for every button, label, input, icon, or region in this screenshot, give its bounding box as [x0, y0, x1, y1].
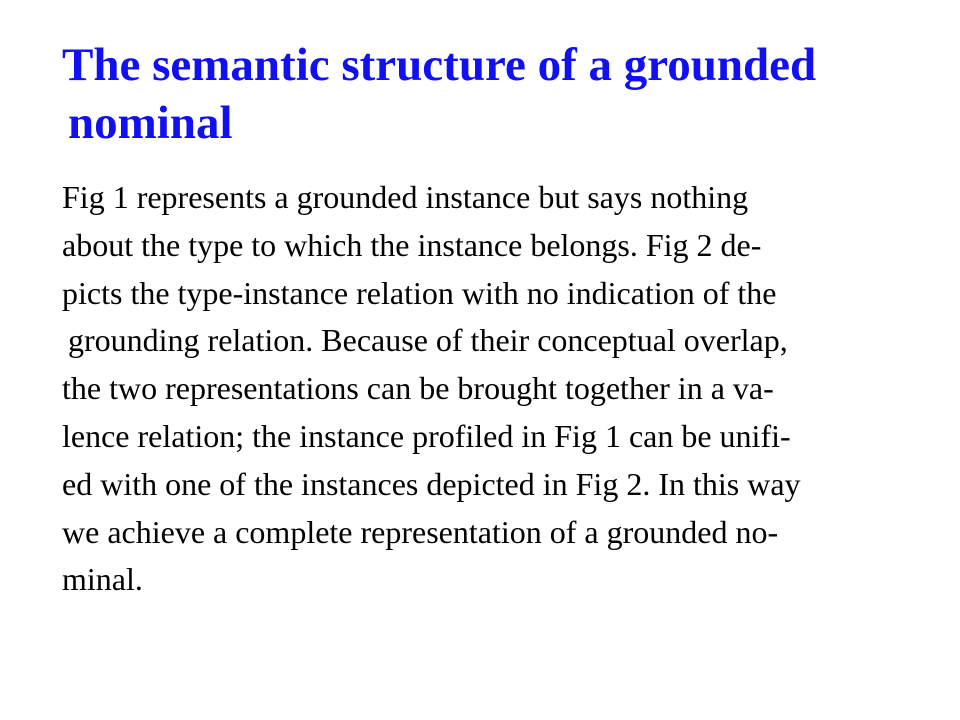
body-line-3: picts the type-instance relation with no indication of the	[62, 274, 777, 311]
title-line-1: The semantic structure of a grounded	[62, 39, 817, 91]
slide-title	[62, 36, 942, 152]
body-line-8: we achieve a complete representation of a grounded no-	[62, 513, 779, 550]
body-line-7: ed with one of the instances depicted in Fig 2. In this way	[62, 465, 801, 502]
title-line-2: nominal	[68, 97, 233, 149]
body-line-5: the two representations can be brought together in a va-	[62, 370, 774, 407]
body-line-6: lence relation; the instance profiled in Fig 1 can be unifi-	[62, 417, 791, 454]
body-line-9: minal.	[62, 561, 143, 598]
body-line-4: grounding relation. Because of their conceptual overlap,	[68, 322, 788, 359]
slide-body-text	[62, 174, 942, 604]
body-line-2: about the type to which the instance belongs. Fig 2 de-	[62, 226, 762, 263]
body-line-1: Fig 1 represents a grounded instance but says nothing	[62, 179, 749, 215]
